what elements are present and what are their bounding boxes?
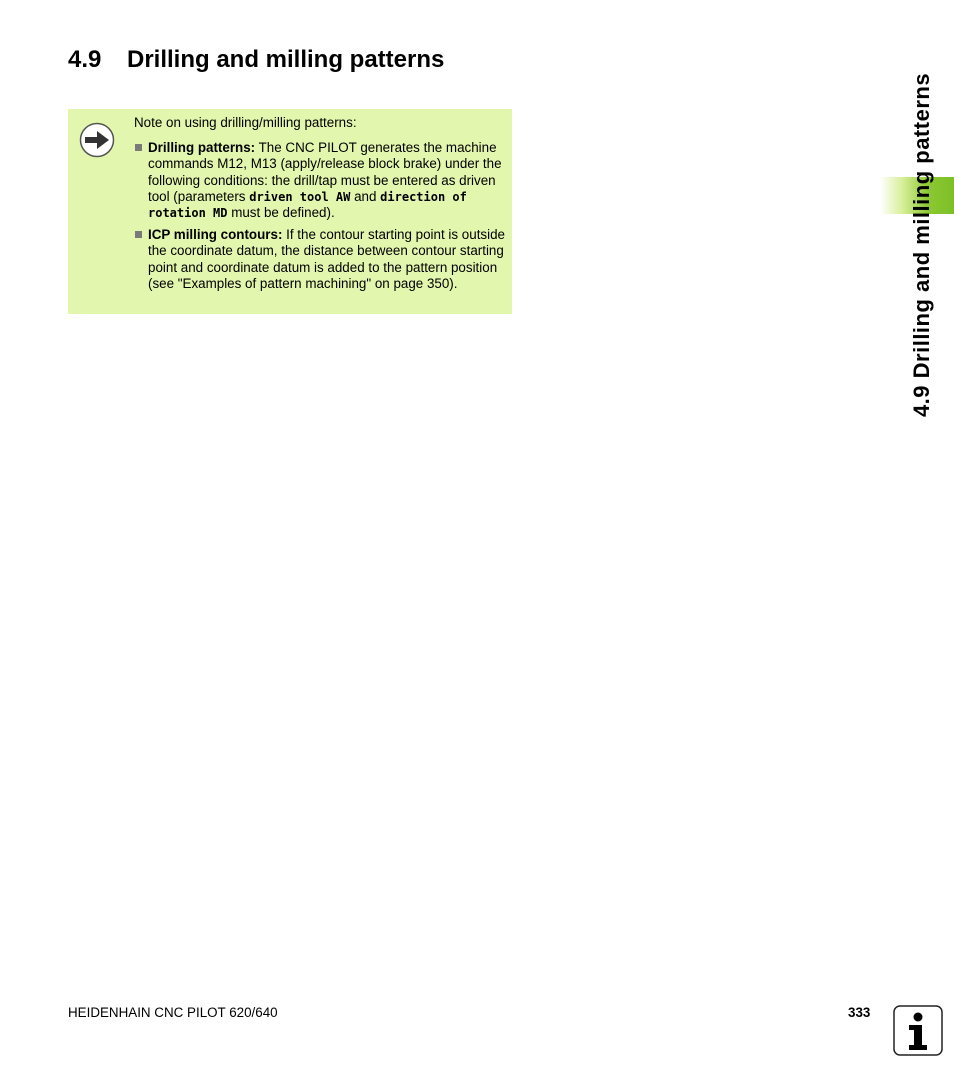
page-heading — [68, 46, 444, 74]
bullet-icp-milling-contours — [134, 227, 506, 292]
section-number: 4.9 — [68, 46, 102, 73]
arrow-right-icon — [79, 122, 115, 158]
section-title: Drilling and milling patterns — [127, 46, 445, 73]
bullet-square — [135, 144, 142, 151]
bullet-drilling-patterns — [134, 140, 506, 221]
page-number: 333 — [848, 1005, 871, 1020]
bullet-text: and — [350, 188, 381, 204]
footer-product: HEIDENHAIN CNC PILOT 620/640 — [68, 1005, 278, 1020]
bullet-text: The CNC PILOT generates the machine commands M12, M13 (apply/release block brake) under the following conditions: the drill/tap must be entered as driven tool (parameters — [148, 140, 502, 204]
bullet-label: ICP milling contours: — [148, 227, 283, 243]
note-box — [68, 109, 512, 314]
bullet-text: must be defined). — [227, 205, 335, 221]
side-section-title: 4.9 Drilling and milling patterns — [909, 72, 934, 418]
bullet-text: If the contour starting point is outside the coordinate datum, the distance between contour starting point and coordinate datum is added to the pattern position (see "Examples of pattern machining" on page 350). — [148, 227, 505, 291]
info-icon — [893, 1005, 943, 1056]
bullet-label: Drilling patterns: — [148, 140, 256, 156]
param-driven-tool: driven tool AW — [249, 189, 351, 204]
bullet-square — [135, 231, 142, 238]
note-intro: Note on using drilling/milling patterns: — [134, 115, 357, 130]
note-body — [134, 115, 506, 298]
param-rotation-direction: direction of rotation MD — [148, 189, 467, 221]
